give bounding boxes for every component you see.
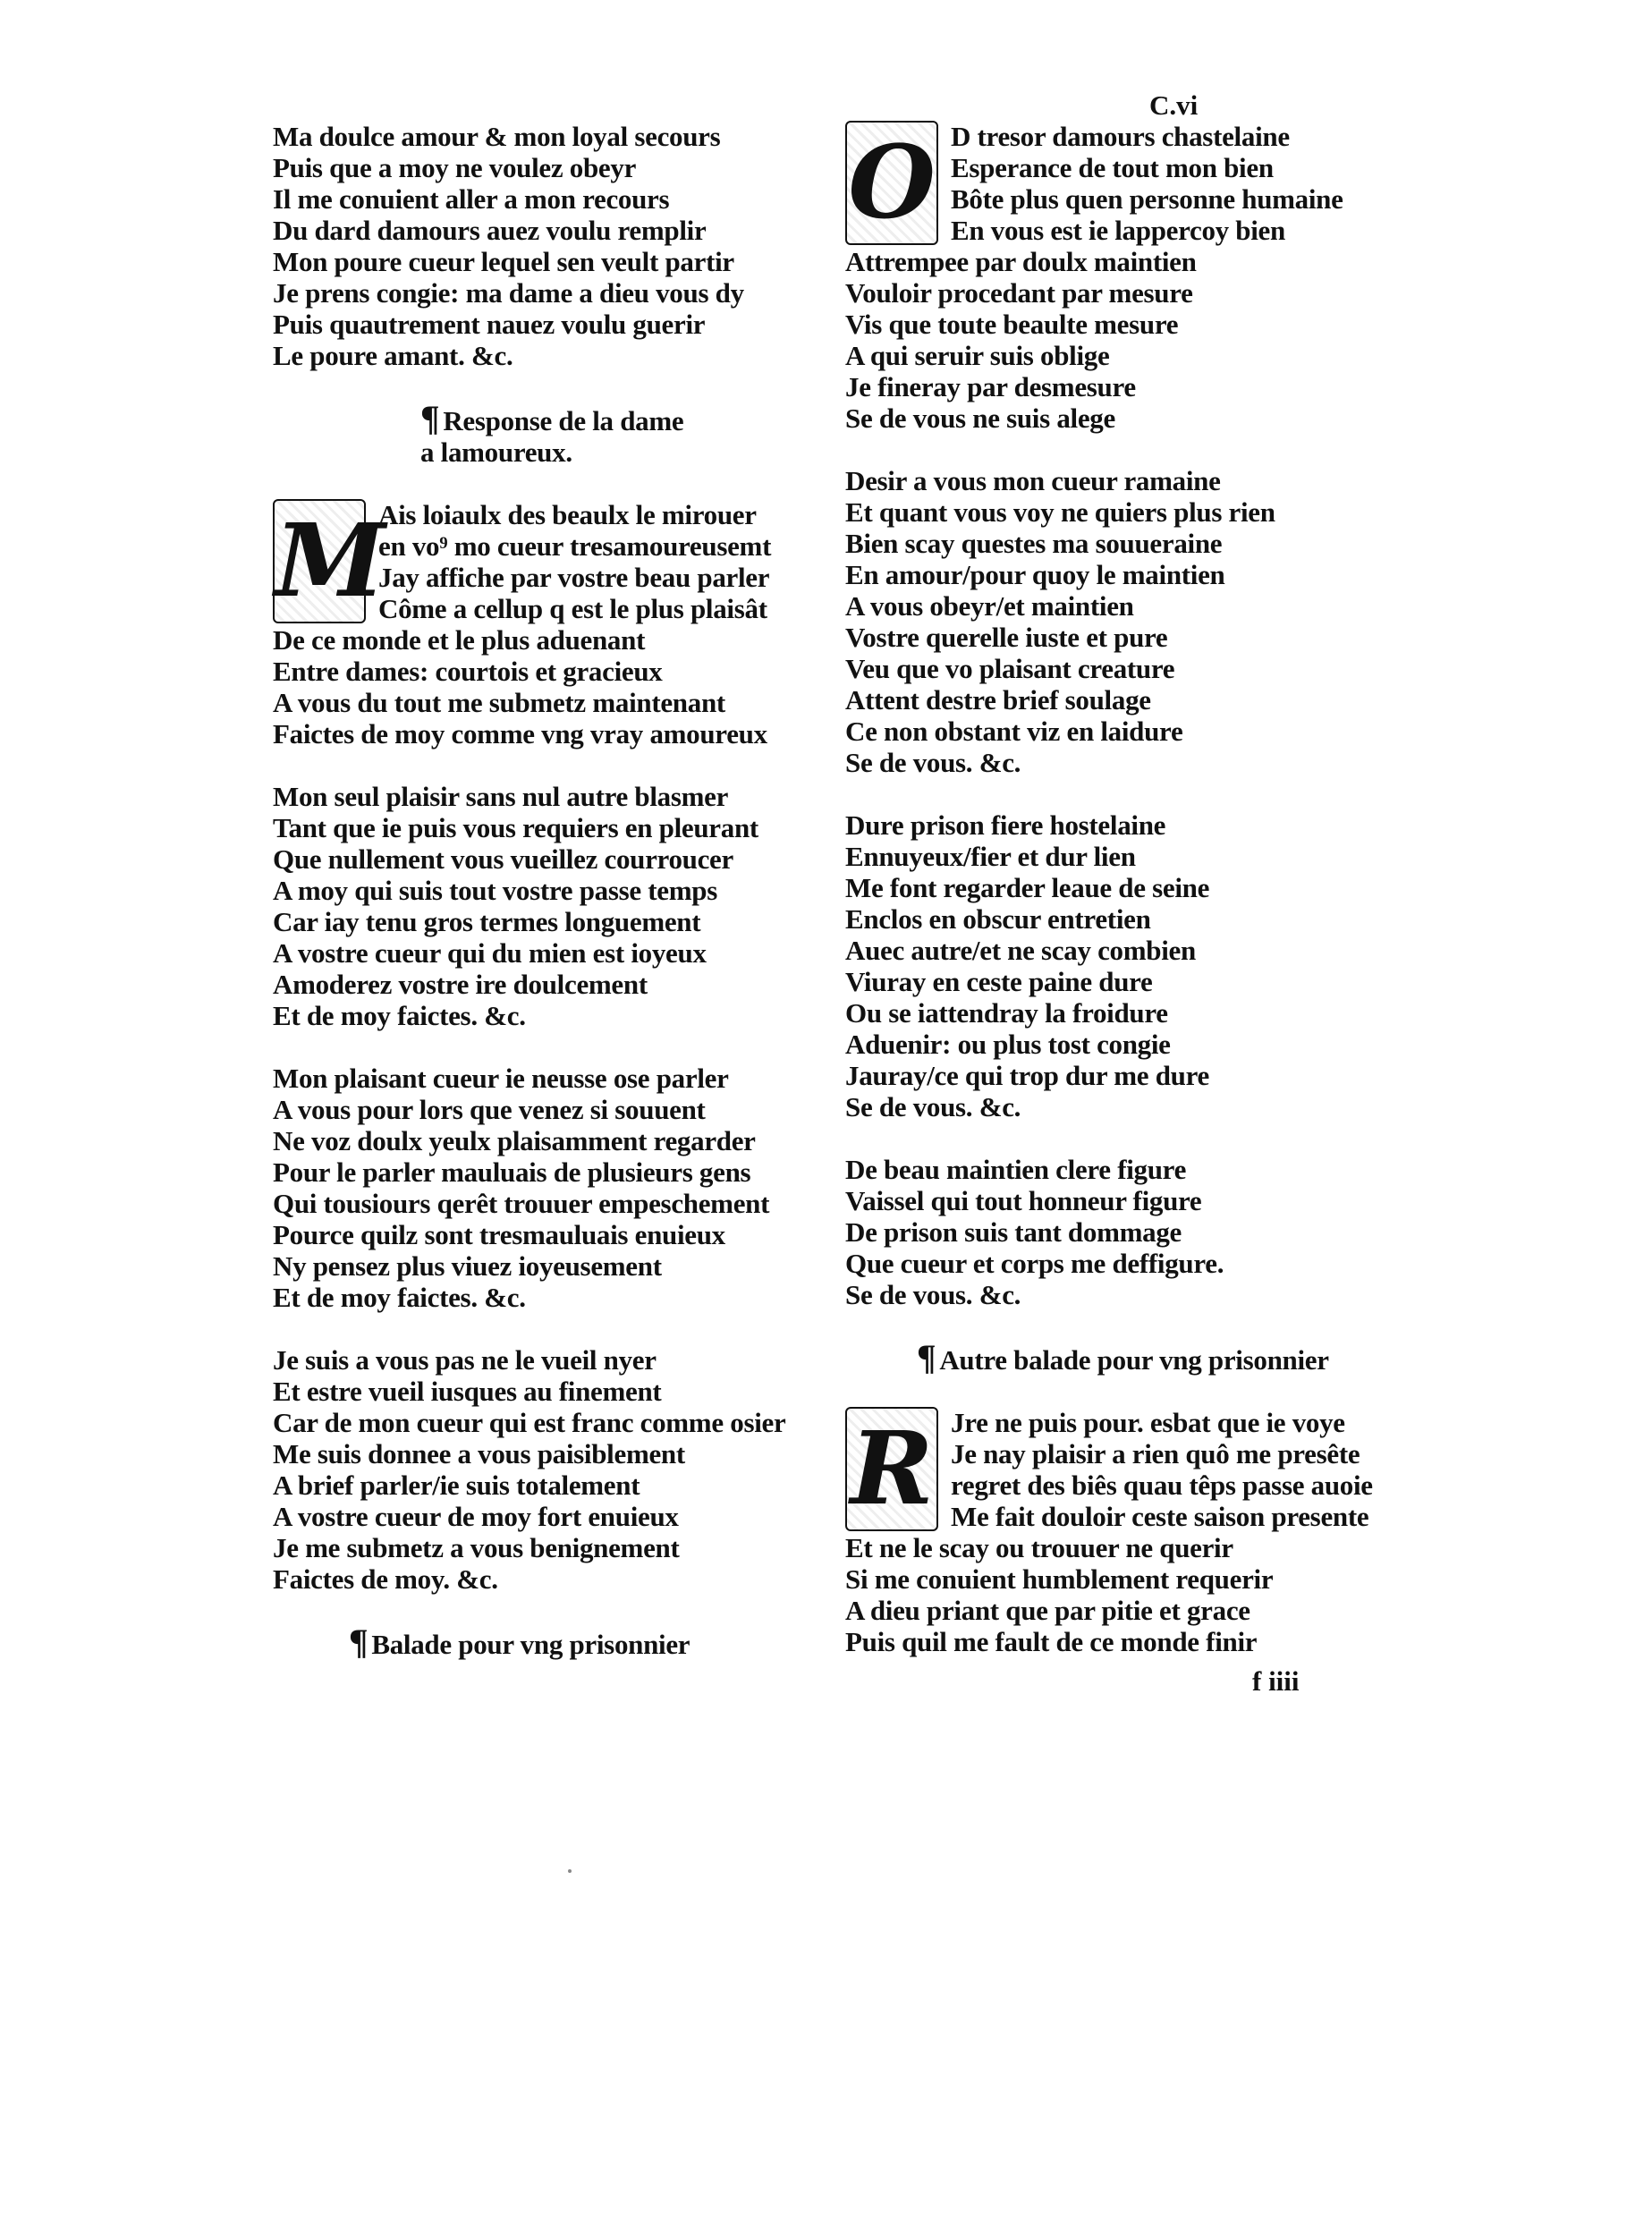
folio-number: C.vi xyxy=(1149,89,1199,121)
verse-line: Se de vous. &c. xyxy=(845,1279,1021,1310)
stanza-left-4 xyxy=(273,1063,827,1313)
verse-line: Vis que toute beaulte mesure xyxy=(845,309,1179,340)
stanza-right-1 xyxy=(845,121,1400,434)
verse-line: Je prens congie: ma dame a dieu vous dy xyxy=(273,277,744,309)
verse-line: Ma doulce amour & mon loyal secours xyxy=(273,121,721,152)
signature-mark: f iiii xyxy=(1252,1665,1300,1697)
verse-line: Jre ne puis pour. esbat que ie voye xyxy=(951,1407,1345,1438)
pilcrow-icon: ¶ xyxy=(420,398,440,438)
heading-line: Response de la dame xyxy=(443,405,684,436)
pilcrow-icon: ¶ xyxy=(349,1622,369,1662)
verse-line: Jauray/ce qui trop dur me dure xyxy=(845,1060,1209,1091)
verse-line: Amoderez vostre ire doulcement xyxy=(273,969,648,1000)
verse-line: Je me submetz a vous benignement xyxy=(273,1532,680,1563)
stanza-left-2 xyxy=(273,499,827,750)
verse-line: Ce non obstant viz en laidure xyxy=(845,716,1183,747)
verse-line: Enclos en obscur entretien xyxy=(845,903,1151,935)
verse-line: De prison suis tant dommage xyxy=(845,1216,1182,1248)
verse-line: Me fait douloir ceste saison presente xyxy=(951,1501,1369,1532)
verse-line: D tresor damours chastelaine xyxy=(951,121,1290,152)
verse-line: Je nay plaisir a rien quô me presête xyxy=(951,1438,1360,1469)
verse-line: Jay affiche par vostre beau parler xyxy=(378,562,770,593)
verse-line: Ais loiaulx des beaulx le mirouer xyxy=(378,499,757,530)
verse-line: Faictes de moy. &c. xyxy=(273,1563,498,1595)
verse-line: Desir a vous mon cueur ramaine xyxy=(845,465,1221,496)
verse-line: Se de vous. &c. xyxy=(845,747,1021,778)
verse-line: Puis que a moy ne voulez obeyr xyxy=(273,152,637,183)
right-column xyxy=(845,89,1400,1657)
verse-line: Veu que vo plaisant creature xyxy=(845,653,1175,684)
verse-line: De beau maintien clere figure xyxy=(845,1154,1187,1185)
stanza-right-2 xyxy=(845,465,1400,778)
verse-line: A vostre cueur qui du mien est ioyeux xyxy=(273,937,707,969)
decorated-initial: R xyxy=(845,1407,938,1531)
stanza-right-4 xyxy=(845,1154,1400,1310)
verse-line: Et de moy faictes. &c. xyxy=(273,1282,526,1313)
verse-line: Auec autre/et ne scay combien xyxy=(845,935,1196,966)
verse-line: Tant que ie puis vous requiers en pleurant xyxy=(273,812,758,843)
verse-line: Je suis a vous pas ne le vueil nyer xyxy=(273,1344,657,1376)
verse-line: Il me conuient aller a mon recours xyxy=(273,183,670,215)
verse-line: Car de mon cueur qui est franc comme osier xyxy=(273,1407,786,1438)
verse-line: Que cueur et corps me deffigure. xyxy=(845,1248,1224,1279)
verse-line: En amour/pour quoy le maintien xyxy=(845,559,1225,590)
verse-line: Ny pensez plus viuez ioyeusement xyxy=(273,1250,662,1282)
verse-line: De ce monde et le plus aduenant xyxy=(273,624,646,656)
verse-line: Bôte plus quen personne humaine xyxy=(951,183,1343,215)
verse-line: Ne voz doulx yeulx plaisamment regarder xyxy=(273,1125,756,1156)
verse-line: Me font regarder leaue de seine xyxy=(845,872,1210,903)
stanza-left-1 xyxy=(273,121,827,371)
decorated-initial: O xyxy=(845,121,938,245)
verse-line: Ou se iattendray la froidure xyxy=(845,997,1168,1029)
decorated-initial: M xyxy=(273,499,366,623)
verse-line: Je fineray par desmesure xyxy=(845,371,1136,402)
verse-line: Puis quautrement nauez voulu guerir xyxy=(273,309,706,340)
pilcrow-icon: ¶ xyxy=(917,1337,936,1377)
verse-line: Vouloir procedant par mesure xyxy=(845,277,1193,309)
verse-line: Se de vous. &c. xyxy=(845,1091,1021,1122)
verse-line: A dieu priant que par pitie et grace xyxy=(845,1595,1250,1626)
verse-line: Puis quil me fault de ce monde finir xyxy=(845,1626,1258,1657)
verse-line: Pource quilz sont tresmauluais enuieux xyxy=(273,1219,725,1250)
verse-line: Et estre vueil iusques au finement xyxy=(273,1376,662,1407)
verse-line: Car iay tenu gros termes longuement xyxy=(273,906,701,937)
verse-line: Mon seul plaisir sans nul autre blasmer xyxy=(273,781,729,812)
verse-line: Attrempee par doulx maintien xyxy=(845,246,1197,277)
verse-line: Pour le parler mauluais de plusieurs gens xyxy=(273,1156,751,1188)
verse-line: Qui tousiours qerêt trouuer empeschement xyxy=(273,1188,770,1219)
verse-line: A vostre cueur de moy fort enuieux xyxy=(273,1501,679,1532)
stanza-left-5 xyxy=(273,1344,827,1595)
section-heading-balade xyxy=(273,1622,827,1662)
verse-line: Vaissel qui tout honneur figure xyxy=(845,1185,1202,1216)
stanza-right-3 xyxy=(845,809,1400,1122)
paper-speck xyxy=(568,1869,572,1873)
verse-line: A vous obeyr/et maintien xyxy=(845,590,1134,622)
verse-line: Et de moy faictes. &c. xyxy=(273,1000,526,1031)
heading-line: a lamoureux. xyxy=(420,436,572,468)
verse-line: regret des biês quau têps passe auoie xyxy=(951,1469,1373,1501)
verse-line: Que nullement vous vueillez courroucer xyxy=(273,843,733,875)
verse-line: en vo⁹ mo cueur tresamoureusemt xyxy=(378,530,772,562)
verse-line: Côme a cellup q est le plus plaisât xyxy=(378,593,767,624)
verse-line: A brief parler/ie suis totalement xyxy=(273,1469,640,1501)
verse-line: Mon poure cueur lequel sen veult partir xyxy=(273,246,734,277)
verse-line: Faictes de moy comme vng vray amoureux xyxy=(273,718,767,750)
verse-line: Et ne le scay ou trouuer ne querir xyxy=(845,1532,1233,1563)
verse-line: En vous est ie lappercoy bien xyxy=(951,215,1285,246)
verse-line: Esperance de tout mon bien xyxy=(951,152,1274,183)
verse-line: A vous pour lors que venez si souuent xyxy=(273,1094,706,1125)
verse-line: Ennuyeux/fier et dur lien xyxy=(845,841,1136,872)
left-column xyxy=(273,121,827,1660)
verse-line: Si me conuient humblement requerir xyxy=(845,1563,1274,1595)
verse-line: Mon plaisant cueur ie neusse ose parler xyxy=(273,1063,729,1094)
verse-line: A qui seruir suis oblige xyxy=(845,340,1110,371)
verse-line: A vous du tout me submetz maintenant xyxy=(273,687,725,718)
stanza-left-3 xyxy=(273,781,827,1031)
verse-line: Dure prison fiere hostelaine xyxy=(845,809,1166,841)
verse-line: Bien scay questes ma souueraine xyxy=(845,528,1223,559)
stanza-right-5 xyxy=(845,1407,1400,1657)
verse-line: Et quant vous voy ne quiers plus rien xyxy=(845,496,1275,528)
verse-line: Me suis donnee a vous paisiblement xyxy=(273,1438,685,1469)
verse-line: Entre dames: courtois et gracieux xyxy=(273,656,663,687)
section-heading-response xyxy=(273,398,827,468)
verse-line: Le poure amant. &c. xyxy=(273,340,513,371)
verse-line: Aduenir: ou plus tost congie xyxy=(845,1029,1171,1060)
verse-line: Se de vous ne suis alege xyxy=(845,402,1115,434)
verse-line: Attent destre brief soulage xyxy=(845,684,1151,716)
section-heading-autre-balade xyxy=(845,1337,1400,1377)
verse-line: Viuray en ceste paine dure xyxy=(845,966,1153,997)
verse-line: Vostre querelle iuste et pure xyxy=(845,622,1168,653)
heading-text: Balade pour vng prisonnier xyxy=(371,1629,690,1660)
heading-text: Autre balade pour vng prisonnier xyxy=(939,1344,1329,1376)
verse-line: A moy qui suis tout vostre passe temps xyxy=(273,875,717,906)
verse-line: Du dard damours auez voulu remplir xyxy=(273,215,707,246)
